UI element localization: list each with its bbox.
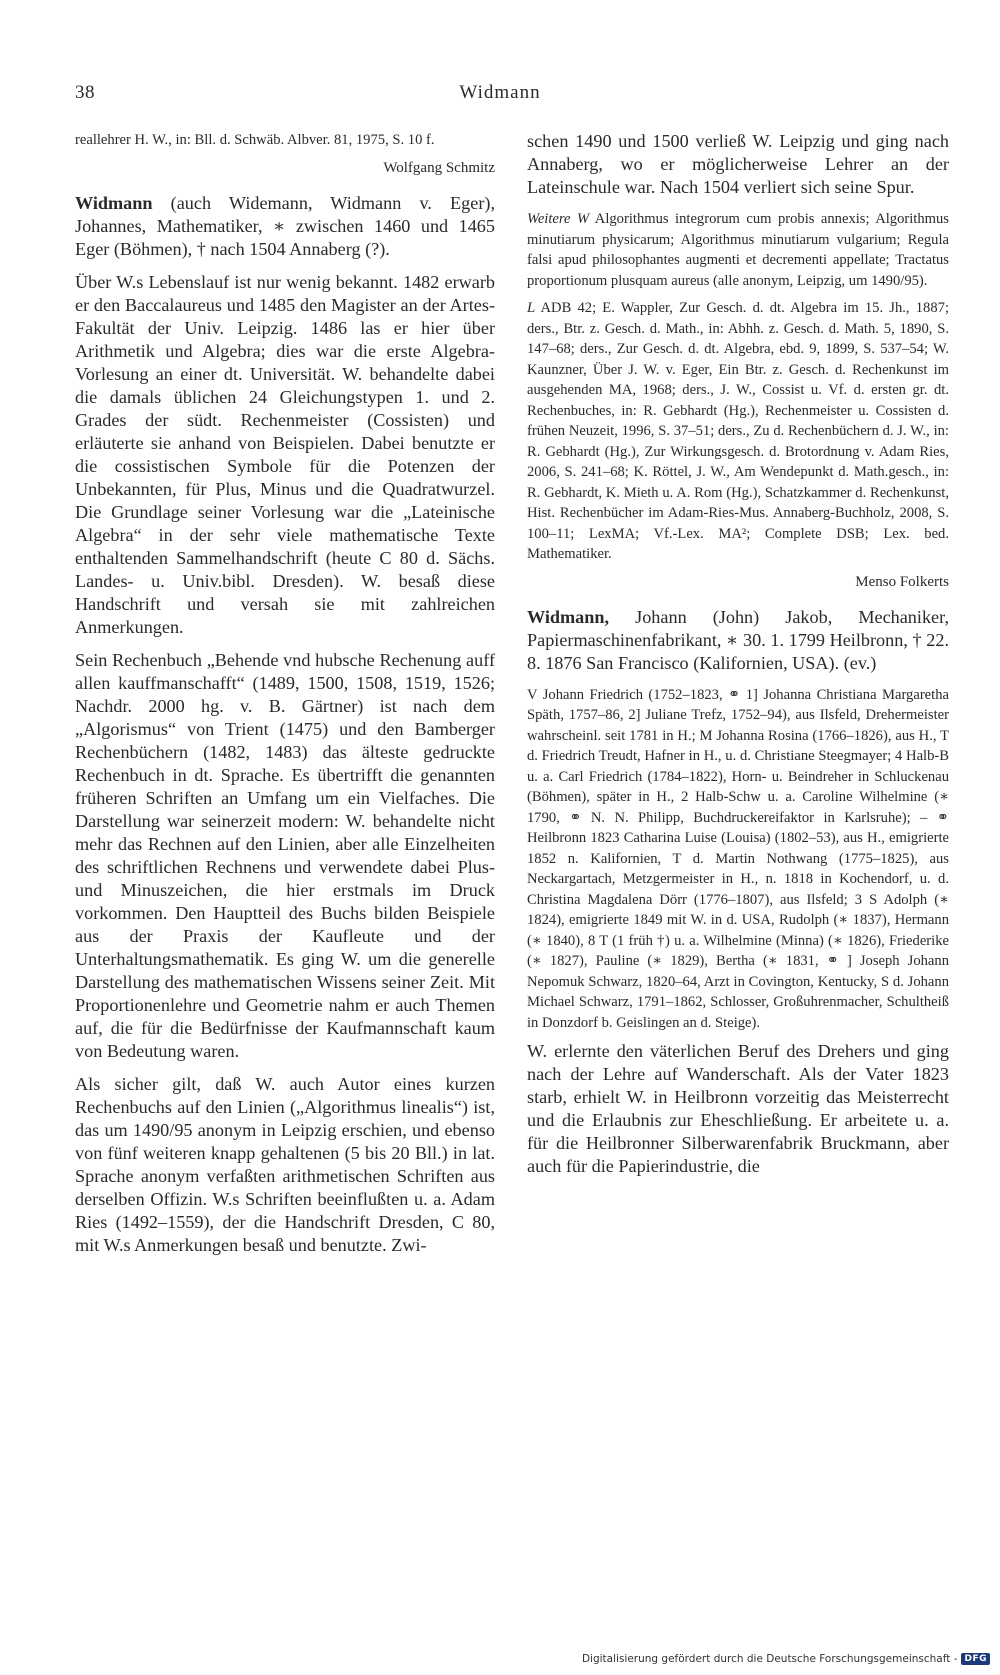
- footer: [582, 1653, 990, 1665]
- paragraph-rechenbuch: Sein Rechenbuch „Behende vnd hubsche Rechenung auff allen kauffmanschafft“ (1489, 1500, 1508, 1519, 1526; Nachdr. 2000 hg. v. B. Gärtner) ist nach dem „Algorismus“ von Trient (1475) und den Bamberger Rechenbüchern (1482, 1483) das älteste gedruckte Rechenbuch in dt. Sprache. Es übertrifft die genannten früheren Schriften an Umfang um ein Vielfaches. Die Darstellung war seinerzeit modern: W. behandelte nicht mehr das Rechnen auf den Linien, aber alle Einzelheiten des schriftlichen Rechnens und verwendete dabei Plus- und Minuszeichen, die hier erstmals im Druck vorkommen. Den Hauptteil des Buchs bilden Beispiele aus der Praxis der Kaufleute und der Unterhaltungsmathematik. Es ging W. um die generelle Darstellung des mathematischen Wissens seiner Zeit. Mit Proportionenlehre und Geometrie nahm er auch Themen auf, die für die Bedürfnisse der Kaufmannschaft kaum von Bedeutung waren.: [75, 649, 495, 1061]
- page-number: 38: [75, 82, 95, 103]
- entry-name: Widmann,: [527, 606, 610, 627]
- footer-text: Digitalisierung gefördert durch die Deutsche Forschungsgemeinschaft -: [581, 1653, 958, 1665]
- left-column: [75, 130, 495, 1267]
- previous-entry-end: reallehrer H. W., in: Bll. d. Schwäb. Albver. 81, 1975, S. 10 f.: [75, 132, 435, 148]
- literature-list: [527, 298, 949, 565]
- entry-heading-widmann-johann-jakob: [527, 606, 949, 675]
- dfg-logo: DFG: [961, 1653, 990, 1665]
- literature-text: ADB 42; E. Wappler, Zur Gesch. d. dt. Algebra im 15. Jh., 1887; ders., Btr. z. Gesch. d. Math., in: Abhh. z. Gesch. d. Math. 5, 1890, S. 147–68; ders., Zur Gesch. d. dt. Algebra, ebd. 9, 1899, S. 537–54; W. Kaunzner, Über J. W. v. Eger, Ein Btr. z. Gesch. d. Rechenkunst im ausgehenden MA, 1968; ders., J. W., Cossist u. Vf. d. ersten gr. dt. Rechenbuches, in: R. Gebhardt (Hg.), Rechenmeister u. Cossisten d. frühen Neuzeit, 1996, S. 37–51; ders., Zu d. Rechenbüchern d. J. W., in: R. Gebhardt (Hg.), Zur Wirkungsgesch. d. Brotordnung v. Adam Ries, 2006, S. 241–68; K. Röttel, J. W., Am Wendepunkt d. Math.gesch., in: R. Gebhardt, K. Mieth u. A. Rom (Hg.), Schatzkammer d. Rechenkunst, Hist. Rechenbücher im Adam-Ries-Mus. Annaberg-Buchholz, 2008, S. 100–11; LexMA; Vf.-Lex. MA²; Complete DSB; Lex. bed. Mathematiker.: [527, 300, 949, 562]
- literature-label: L: [527, 300, 536, 316]
- works-text: Algorithmus integrorum cum probis annexis; Algorithmus minutiarum physicarum; Algorithmus minutiarum vulgarium; Regula falsi apud philosophantes augmenti et decrementi appellate; Tractatus proportionum plusquam aureus (alle anonym, Leipzig, um 1490/95).: [527, 211, 949, 289]
- right-column: [527, 130, 949, 1188]
- entry-heading-text: (auch Widemann, Widmann v. Eger), Johannes, Mathematiker, ∗ zwischen 1460 und 1465 Eger (Böhmen), † nach 1504 Annaberg (?).: [75, 192, 495, 259]
- entry-name: Widmann: [75, 192, 153, 213]
- running-head: Widmann: [459, 82, 541, 103]
- genealogy: V Johann Friedrich (1752–1823, ⚭ 1] Johanna Christiana Margaretha Späth, 1757–86, 2] Juliane Trefz, 1752–94), aus Ilsfeld, Drehermeister wahrscheinl. seit 1781 in H.; M Johanna Rosina (1766–1826), aus H., T d. Friedrich Treudt, Hafner in H., u. d. Christiane Steegmayer; 4 Halb-B u. a. Carl Friedrich (1784–1822), Horn- u. Beindreher in Schluckenau (Böhmen), später in H., 2 Halb-Schw u. a. Caroline Wilhelmine (∗ 1790, ⚭ N. N. Philipp, Buchdruckereifaktor in Karlsruhe); – ⚭ Heilbronn 1823 Catharina Luise (Louisa) (1802–53), aus H., emigrierte 1852 n. Kalifornien, T d. Martin Nothwang (1775–1825), aus Neckargartach, Metzgermeister in H., n. 1818 in Kochendorf, u. d. Christina Magdalena Dörr (1776–1807), aus Ilsfeld; 3 S Adolph (∗ 1824), emigrierte 1849 mit W. in d. USA, Rudolph (∗ 1837), Hermann (∗ 1840), 8 T (1 früh †) u. a. Wilhelmine (Minna) (∗ 1826), Friederike (∗ 1827), Pauline (∗ 1829), Bertha (∗ 1831, ⚭ ] Joseph Johann Nepomuk Schwarz, 1820–64, Arzt in Covington, Kentucky, S d. Johann Michael Schwarz, 1791–1862, Schlosser, Großuhrenmacher, Schultheiß in Donzdorf b. Geislingen an d. Steige).: [527, 686, 949, 1031]
- entry-heading-widmann-johannes: [75, 192, 495, 261]
- paragraph-weitere-schriften: Als sicher gilt, daß W. auch Autor eines kurzen Rechenbuchs auf den Linien („Algorithmus linealis“) ist, das um 1490/95 anonym in Leipzig erschien, und ebenso von fünf weiteren knapp gehaltenen (5 bis 20 Bll.) in lat. Sprache anonym verfaßten arithmetischen Schriften aus derselben Offizin. W.s Schriften beeinflußten u. a. Adam Ries (1492–1559), der die Handschrift Dresden, C 80, mit W.s Anmerkungen besaß und benutzte. Zwi-: [75, 1073, 495, 1255]
- works-list: [527, 209, 949, 291]
- works-label: Weitere W: [527, 211, 590, 227]
- paragraph-annaberg: schen 1490 und 1500 verließ W. Leipzig und ging nach Annaberg, wo er möglicherweise Lehrer an der Lateinschule war. Nach 1504 verliert sich seine Spur.: [527, 131, 949, 197]
- paragraph-lebenslauf: Über W.s Lebenslauf ist nur wenig bekannt. 1482 erwarb er den Baccalaureus und 1485 den Magister an der Artes-Fakultät der Univ. Leipzig. 1486 las er hier über Arithmetik und Algebra; dies war die erste Algebra-Vorlesung an einer dt. Universität. W. behandelte dabei die damals üblichen 24 Gleichungstypen 1. und 2. Grades der südt. Rechenmeister (Cossisten) und erläuterte sie anhand von Beispielen. Dabei benutzte er die cossistischen Symbole für die Potenzen der Unbekannten, für Plus, Minus und die Quadratwurzel. Die Grundlage seiner Vorlesung war die „Lateinische Algebra“ in der sehr viele mathematische Texte enthaltenden Sammelhandschrift (heute C 80 d. Sächs. Landes- u. Univ.bibl. Dresden). W. besaß diese Handschrift und versah sie mit zahlreichen Anmerkungen.: [75, 271, 495, 637]
- paragraph-drehers: W. erlernte den väterlichen Beruf des Drehers und ging nach der Lehre auf Wanderschaft. Als der Vater 1823 starb, erhielt W. in Heilbronn vorzeitig das Meisterrecht und die Erlaubnis zur Eheschließung. Er arbeitete u. a. für die Heilbronner Silberwarenfabrik Bruckmann, aber auch für die Papierindustrie, die: [527, 1041, 949, 1176]
- previous-entry-author: Wolfgang Schmitz: [383, 159, 495, 176]
- entry-author: Menso Folkerts: [855, 573, 949, 590]
- entry-heading-text: Johann (John) Jakob, Mechaniker, Papiermaschinenfabrikant, ∗ 30. 1. 1799 Heilbronn, † 22. 8. 1876 San Francisco (Kalifornien, USA). (ev.): [527, 606, 949, 673]
